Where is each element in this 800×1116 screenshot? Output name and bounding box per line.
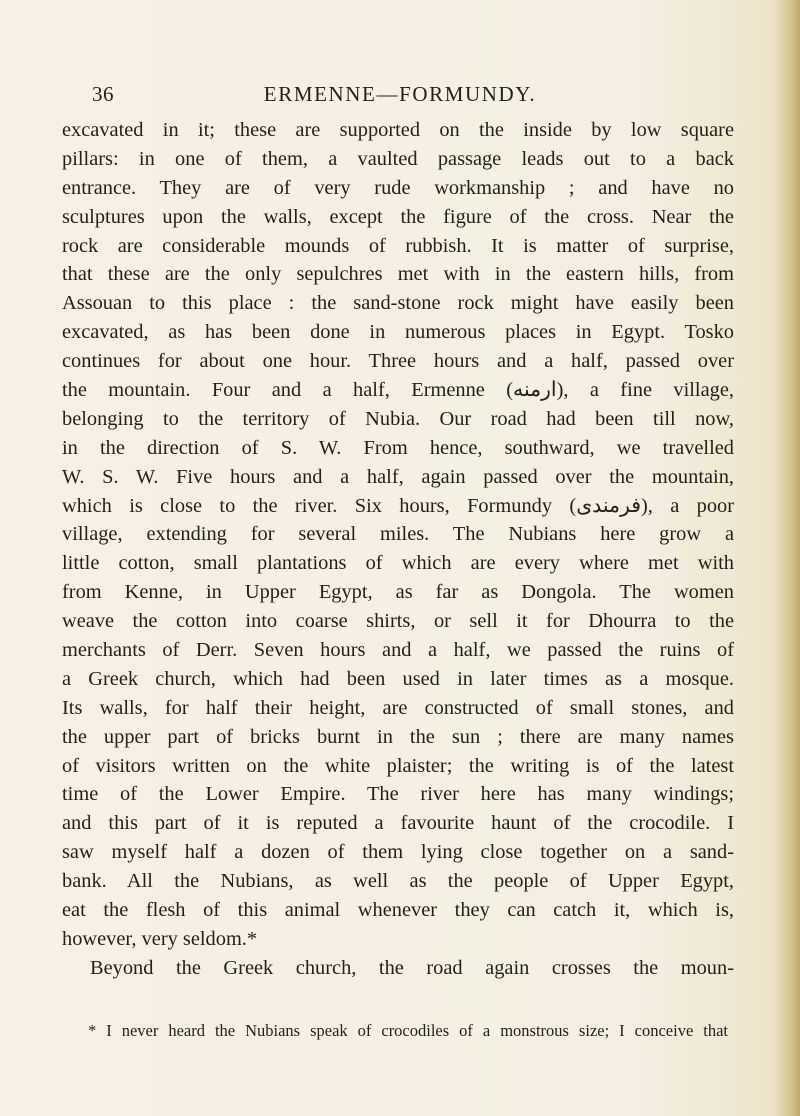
text-line: however, very seldom.* [62, 927, 258, 950]
text-line: Assouan to this place : the sand-stone rock might have easily been [62, 292, 734, 315]
text-line: and this part of it is reputed a favourite haunt of the crocodile. I [62, 812, 734, 835]
text-line: of visitors written on the white plaister; the writing is of the latest [62, 754, 734, 777]
text-line: belonging to the territory of Nubia. Our road had been till now, [62, 407, 734, 430]
text-line: the upper part of bricks burnt in the sun ; there are many names [62, 725, 734, 748]
text-line: from Kenne, in Upper Egypt, as far as Dongola. The women [62, 581, 734, 604]
text-line: saw myself half a dozen of them lying close together on a sand- [62, 841, 734, 864]
body-text [62, 116, 734, 983]
text-line: pillars: in one of them, a vaulted passage leads out to a back [62, 147, 734, 170]
page-edge-shading [774, 0, 800, 1116]
text-line: excavated, as has been done in numerous places in Egypt. Tosko [62, 321, 734, 344]
text-line: time of the Lower Empire. The river here has many windings; [62, 783, 734, 806]
page-header [60, 82, 740, 112]
text-line: excavated in it; these are supported on the inside by low square [62, 119, 734, 141]
text-line: village, extending for several miles. The Nubians here grow a [62, 523, 734, 546]
text-line: entrance. They are of very rude workmanship ; and have no [62, 176, 734, 199]
text-line: W. S. W. Five hours and a half, again passed over the mountain, [62, 465, 734, 488]
text-line: Its walls, for half their height, are constructed of small stones, and [62, 696, 734, 719]
text-line: Beyond the Greek church, the road again crosses the moun- [90, 956, 734, 979]
text-line: merchants of Derr. Seven hours and a half, we passed the ruins of [62, 639, 734, 662]
text-line: eat the flesh of this animal whenever they can catch it, which is, [62, 899, 734, 922]
page-number: 36 [92, 82, 114, 106]
text-line: the mountain. Four and a half, Ermenne (ارمنه), a fine village, [62, 379, 734, 402]
text-line: rock are considerable mounds of rubbish. It is matter of surprise, [62, 234, 734, 257]
text-line: bank. All the Nubians, as well as the people of Upper Egypt, [62, 870, 734, 893]
text-line: a Greek church, which had been used in later times as a mosque. [62, 667, 734, 690]
text-line: sculptures upon the walls, except the figure of the cross. Near the [62, 205, 734, 228]
text-line: weave the cotton into coarse shirts, or sell it for Dhourra to the [62, 610, 734, 633]
text-line: which is close to the river. Six hours, Formundy (فرمندى), a poor [62, 494, 734, 517]
running-head: ERMENNE—FORMUNDY. [263, 82, 537, 106]
text-line: continues for about one hour. Three hours and a half, passed over [62, 350, 734, 373]
text-line: that these are the only sepulchres met with in the eastern hills, from [62, 263, 734, 286]
footnote: * I never heard the Nubians speak of crocodiles of a monstrous size; I conceive that [88, 1021, 728, 1040]
text-line: little cotton, small plantations of which are every where met with [62, 552, 734, 575]
text-line: in the direction of S. W. From hence, southward, we travelled [62, 436, 734, 459]
